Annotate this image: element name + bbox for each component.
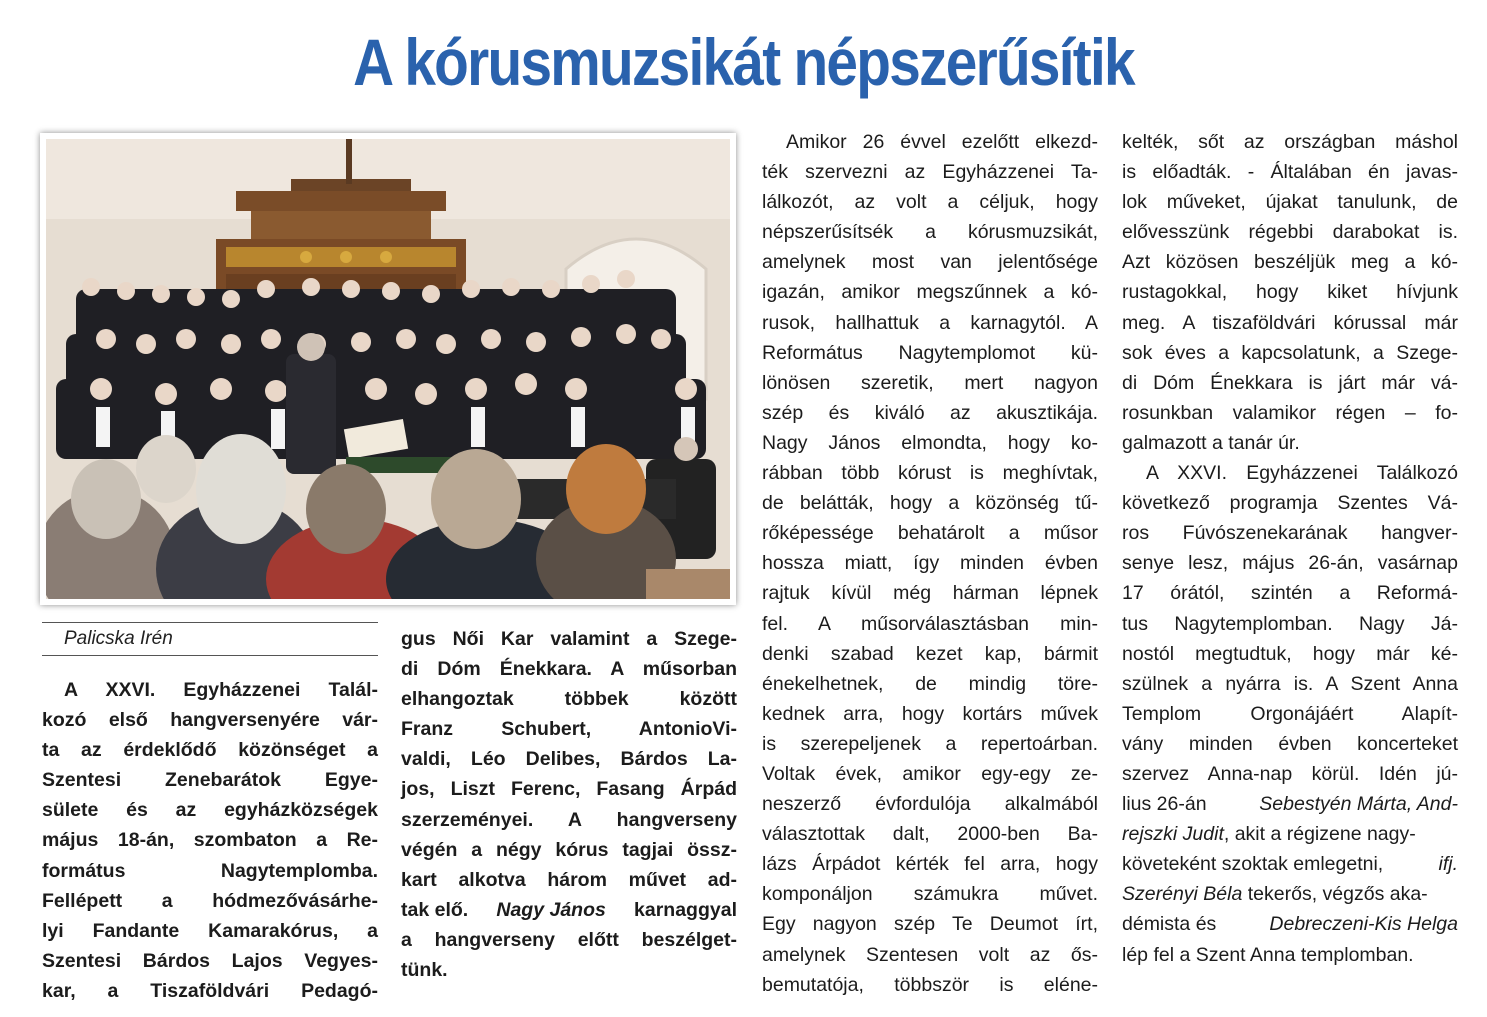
person-name: Debreczeni-Kis Helga	[1269, 913, 1458, 936]
text-line	[1122, 819, 1458, 849]
text-fragment: , akit a régizene nagy-	[1223, 823, 1416, 846]
column-1	[42, 675, 378, 1006]
text-line	[1122, 879, 1458, 909]
text-line	[1122, 909, 1458, 939]
text-line: 17 órától, szintén a Reformá-	[1122, 582, 1458, 605]
text-line: választottak dalt, 2000-ben Ba-	[762, 823, 1098, 846]
text-fragment: tak elő.	[401, 898, 469, 921]
text-line: ta az érdeklődő közönséget a	[42, 739, 378, 762]
text-line: Fellépett a hódmezővásárhe-	[42, 889, 378, 912]
text-line: valdi, Léo Delibes, Bárdos La-	[401, 748, 737, 771]
text-line: A XXVI. Egyházzenei Találkozó	[1146, 462, 1458, 485]
text-line: hossza miatt, így minden évben	[762, 552, 1098, 575]
column-3	[762, 127, 1098, 1000]
text-line: formátus Nagytemplomba.	[42, 859, 378, 882]
text-fragment: tekerős, végzős aka-	[1242, 883, 1428, 906]
text-line: di Dóm Énekkara. A műsorban	[401, 658, 737, 681]
text-line: rajtuk kívül még hárman lépnek	[762, 582, 1098, 605]
text-line: lálkozót, az volt a céljuk, hogy	[762, 191, 1098, 214]
text-line	[401, 895, 737, 925]
text-line: sok éves a kapcsolatunk, a Szege-	[1122, 341, 1458, 364]
text-line	[1122, 789, 1458, 819]
text-line: lönösen szeretik, mert nagyon	[762, 371, 1098, 394]
text-line: bemutatója, többször is eléne-	[762, 973, 1098, 996]
text-line: énekelhetnek, de mindig töre-	[762, 672, 1098, 695]
text-line: A XXVI. Egyházzenei Talál-	[64, 679, 378, 701]
text-line: rábban több kórust is meghívtak,	[762, 462, 1098, 485]
text-line: is előadták. - Általában én javas-	[1122, 161, 1458, 184]
text-line: fel. A műsorválasztásban min-	[762, 612, 1098, 635]
text-line: gus Női Kar valamint a Szege-	[401, 628, 737, 650]
column-4	[1122, 127, 1458, 970]
photo-frame	[40, 133, 736, 605]
text-line: komponáljon számukra művet.	[762, 883, 1098, 906]
text-line: szerzeményei. A hangverseny	[401, 808, 737, 831]
text-line: amelynek most van jelentősége	[762, 251, 1098, 274]
text-line: Szentesi Bárdos Lajos Vegyes-	[42, 949, 378, 972]
text-line: Franz Schubert, AntonioVi-	[401, 718, 737, 741]
text-line: elővesszünk régebbi darabokat is.	[1122, 221, 1458, 244]
text-line: szervez Anna-nap körül. Idén jú-	[1122, 762, 1458, 785]
text-line: szép és kiváló az akusztikája.	[762, 401, 1098, 424]
text-line: a hangverseny előtt beszélget-	[401, 928, 737, 951]
text-line: Református Nagytemplomot kü-	[762, 341, 1098, 364]
text-line: rosunkban valamikor régen – fo-	[1122, 401, 1458, 424]
text-line: jos, Liszt Ferenc, Fasang Árpád	[401, 778, 737, 801]
text-line: végén a négy kórus tagjai össz-	[401, 838, 737, 861]
text-line: rőképessége behatárolt a műsor	[762, 522, 1098, 545]
text-line: kozó első hangversenyére vár-	[42, 709, 378, 732]
text-line: denki szabad kezet kap, bármit	[762, 642, 1098, 665]
text-line: senye lesz, május 26-án, vasárnap	[1122, 552, 1458, 575]
person-name: Nagy János	[496, 898, 606, 921]
text-line: kart alkotva három művet ad-	[401, 868, 737, 891]
text-line: május 18-án, szombaton a Re-	[42, 829, 378, 852]
text-line: tünk.	[401, 959, 448, 982]
text-line: lép fel a Szent Anna templomban.	[1122, 943, 1414, 966]
text-line: rusok, hallhattuk a karnagytól. A	[762, 311, 1098, 334]
text-fragment: démista és	[1122, 913, 1217, 936]
text-line: lázs Árpádot kérték fel arra, hogy	[762, 853, 1098, 876]
byline-rule-bottom	[42, 655, 378, 656]
text-line: galmazott a tanár úr.	[1122, 431, 1300, 454]
text-line: szülnek a nyárra is. A Szent Anna	[1122, 672, 1458, 695]
text-line: elhangoztak többek között	[401, 688, 737, 711]
text-line: lyi Fandante Kamarakórus, a	[42, 919, 378, 942]
column-2	[401, 624, 737, 985]
text-line: Voltak évek, amikor egy-egy ze-	[762, 762, 1098, 785]
text-line: kelték, sőt az országban máshol	[1122, 131, 1458, 153]
text-fragment: lius 26-án	[1122, 793, 1207, 816]
text-line: Amikor 26 évvel ezelőtt elkezd-	[786, 131, 1098, 153]
text-line: kednek arra, hogy kortárs művek	[762, 702, 1098, 725]
choir-photo	[46, 139, 730, 599]
text-line: Egy nagyon szép Te Deumot írt,	[762, 913, 1098, 936]
text-line: lok műveket, újakat tanulunk, de	[1122, 191, 1458, 214]
text-line: meg. A tiszaföldvári kórussal már	[1122, 311, 1458, 334]
text-fragment: karnaggyal	[634, 898, 737, 921]
text-line: is szerepeljenek a repertoárban.	[762, 732, 1098, 755]
text-line	[1122, 849, 1458, 879]
text-line: ték szervezni az Egyházzenei Ta-	[762, 161, 1098, 184]
text-line: nostól megtudtuk, hogy már ké-	[1122, 642, 1458, 665]
person-name: rejszki Judit	[1122, 823, 1224, 846]
person-name: Sebestyén Márta, And-	[1259, 793, 1458, 816]
text-line: de belátták, hogy a közönség tű-	[762, 492, 1098, 515]
text-line: vány minden évben koncerteket	[1122, 732, 1458, 755]
person-name: Szerényi Béla	[1122, 883, 1243, 906]
text-line: igazán, amikor megszűnnek a kó-	[762, 281, 1098, 304]
text-line: Templom Orgonájáért Alapít-	[1122, 702, 1458, 725]
text-line: Nagy János elmondta, hogy ko-	[762, 431, 1098, 454]
headline: A kórusmuzsikát népszerűsítik	[353, 25, 1134, 99]
text-line: kar, a Tiszaföldvári Pedagó-	[42, 979, 378, 1002]
person-name: ifj.	[1438, 853, 1458, 876]
text-fragment: követeként szoktak emlegetni,	[1122, 853, 1384, 876]
text-line: következő programja Szentes Vá-	[1122, 492, 1458, 515]
text-line: amelynek Szentesen volt az ős-	[762, 943, 1098, 966]
byline-rule-top	[42, 622, 378, 623]
text-line: népszerűsítsék a kórusmuzsikát,	[762, 221, 1098, 244]
text-line: tus Nagytemplomban. Nagy Já-	[1122, 612, 1458, 635]
text-line: Azt közösen beszéljük meg a kó-	[1122, 251, 1458, 274]
text-line: neszerző évfordulója alkalmából	[762, 793, 1098, 816]
text-line: Szentesi Zenebarátok Egye-	[42, 769, 378, 792]
text-line: rustagokkal, hogy kiket hívjunk	[1122, 281, 1458, 304]
byline: Palicska Irén	[64, 628, 173, 649]
text-line: sülete és az egyházközségek	[42, 799, 378, 822]
text-line: di Dóm Énekkara is járt már vá-	[1122, 371, 1458, 394]
text-line: ros Fúvószenekarának hangver-	[1122, 522, 1458, 545]
